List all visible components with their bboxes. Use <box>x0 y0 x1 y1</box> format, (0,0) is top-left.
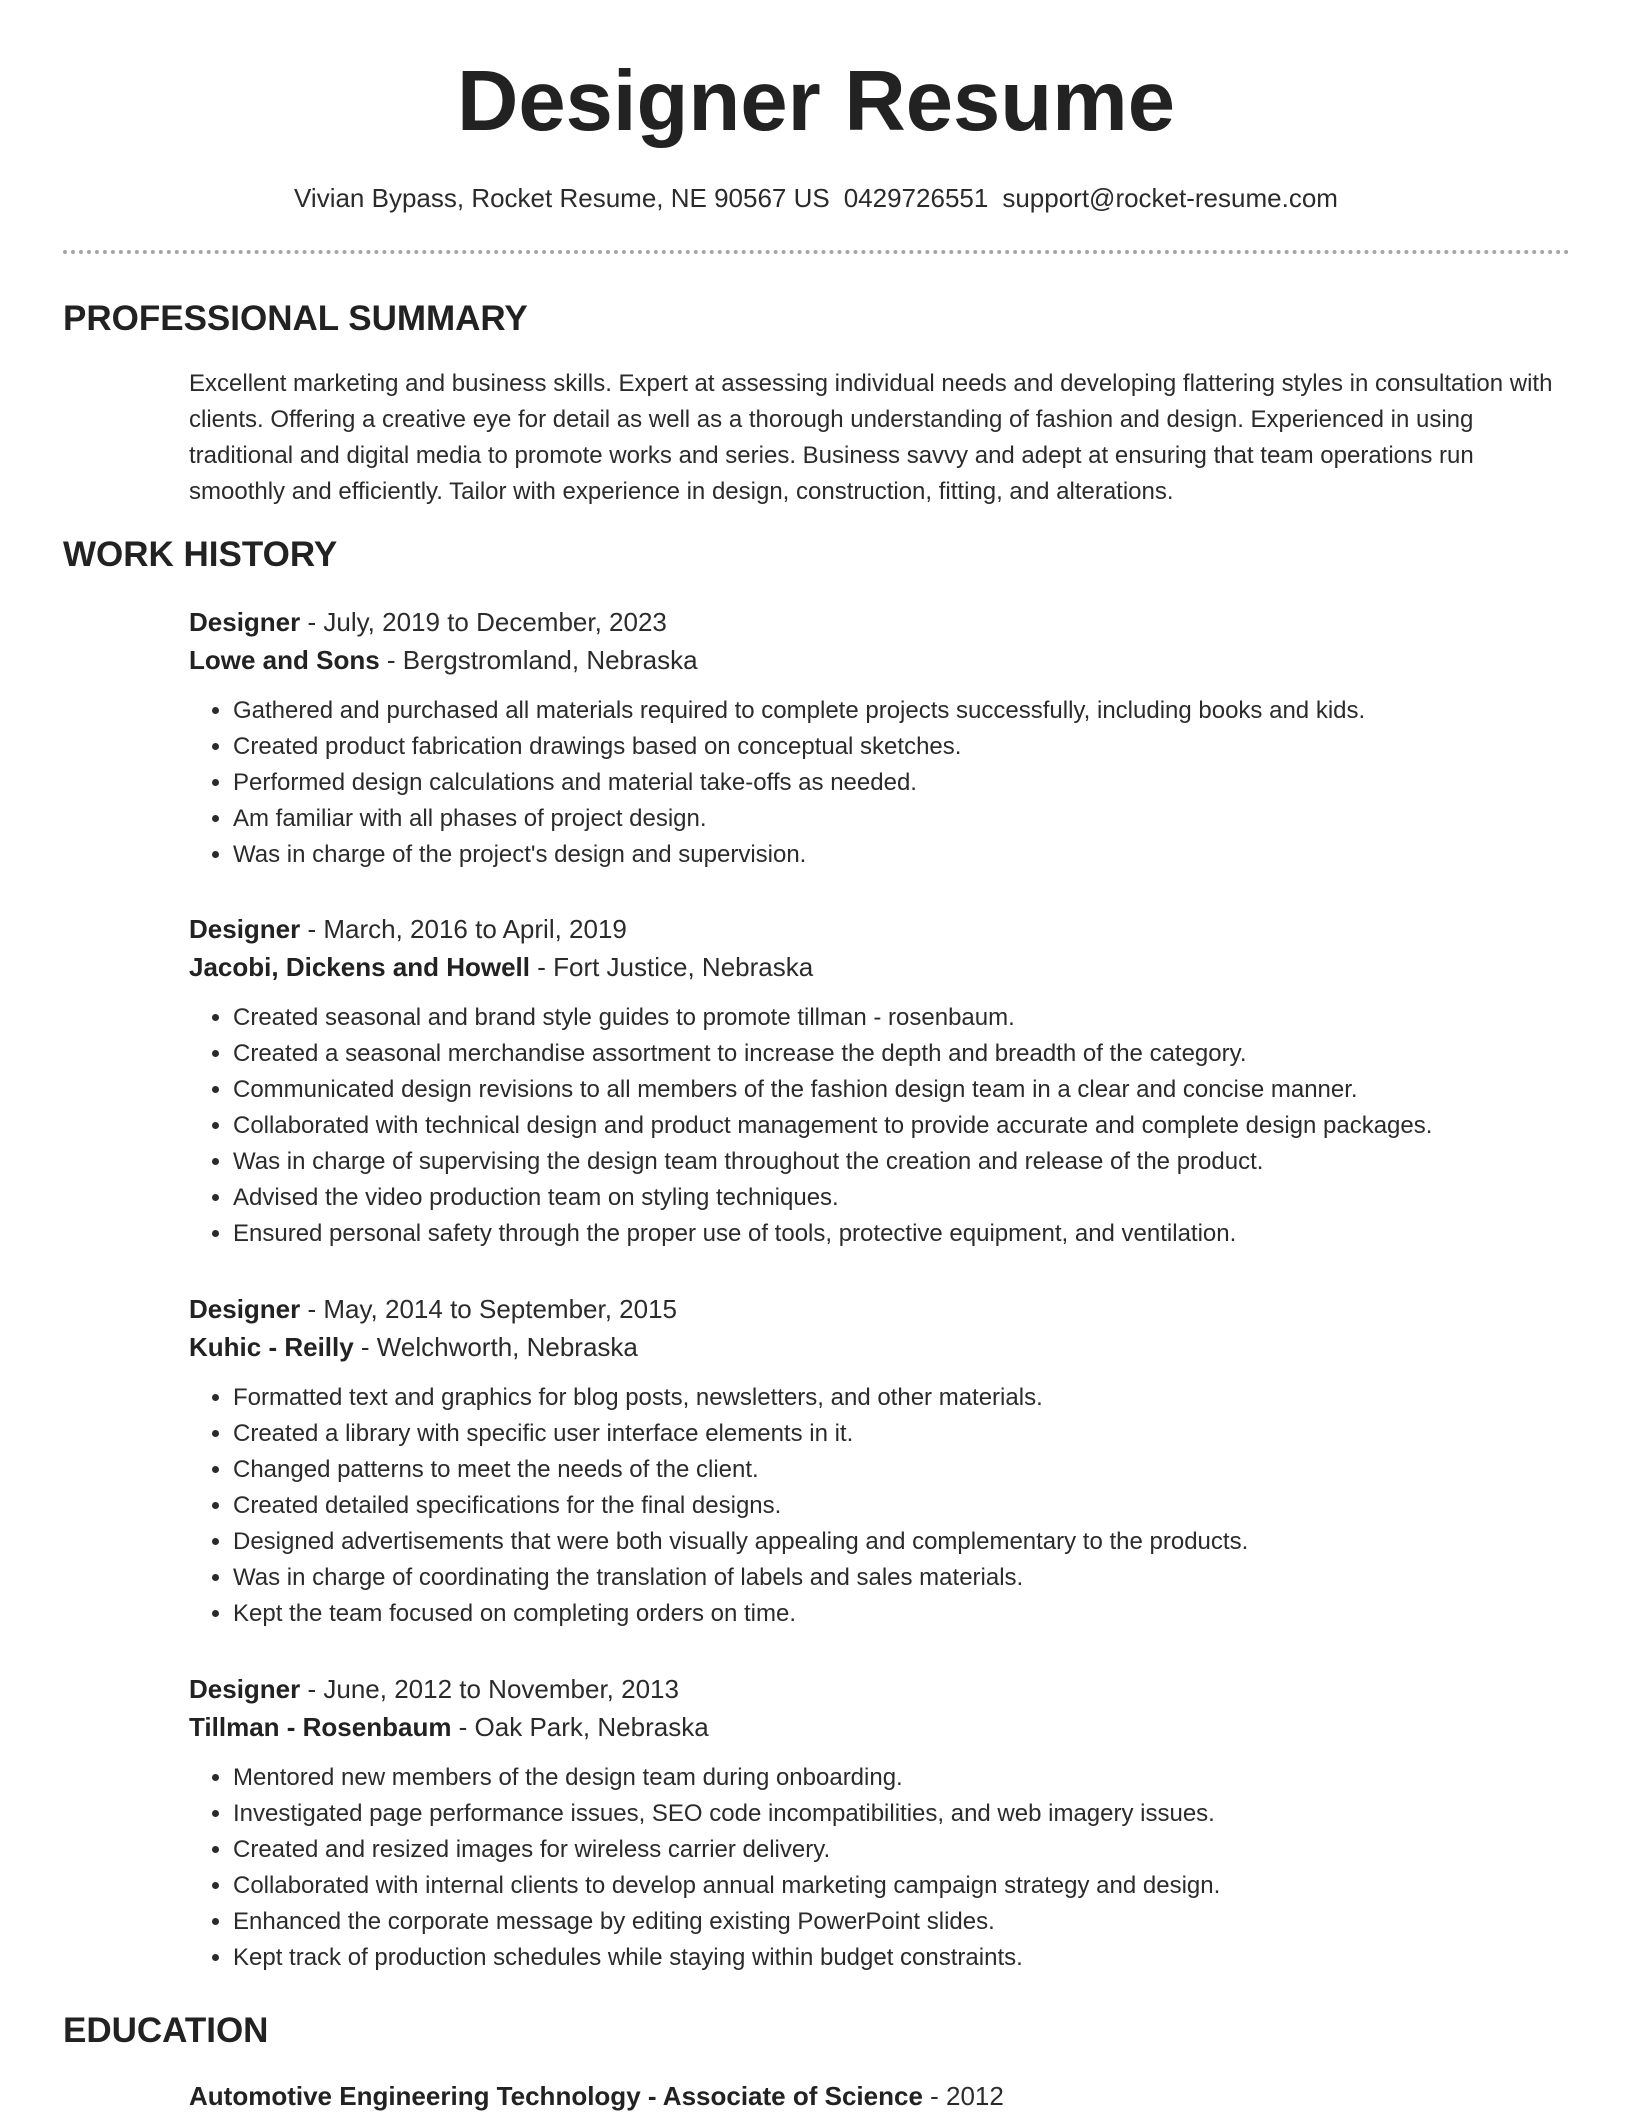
job-bullet: • Created a library with specific user interface elements in it. <box>233 1416 1569 1452</box>
job-location: - Welchworth, Nebraska <box>353 1332 638 1362</box>
job-bullet: • Performed design calculations and material take-offs as needed. <box>233 765 1569 801</box>
job-bullet: • Created detailed specifications for the final designs. <box>233 1488 1569 1524</box>
job-bullet: • Created and resized images for wireless carrier delivery. <box>233 1832 1569 1868</box>
job-title-line <box>189 910 1569 948</box>
job-bullet: • Am familiar with all phases of project design. <box>233 801 1569 837</box>
job-bullet: • Collaborated with technical design and product management to provide accurate and complete design packages. <box>233 1108 1569 1144</box>
job-dates: - March, 2016 to April, 2019 <box>300 914 627 944</box>
header-divider <box>63 250 1570 254</box>
job-bullets <box>189 1760 1569 1976</box>
job-bullets <box>189 1380 1569 1632</box>
job-location: - Bergstromland, Nebraska <box>379 645 698 675</box>
work-history-heading: WORK HISTORY <box>63 535 338 574</box>
job-bullet: • Was in charge of the project's design and supervision. <box>233 837 1569 873</box>
job-company: Kuhic - Reilly <box>189 1332 354 1362</box>
job-bullet: • Communicated design revisions to all members of the fashion design team in a clear and concise manner. <box>233 1072 1569 1108</box>
job-company: Tillman - Rosenbaum <box>189 1712 452 1742</box>
job-bullet: • Created a seasonal merchandise assortment to increase the depth and breadth of the category. <box>233 1036 1569 1072</box>
job-title-line <box>189 603 1569 641</box>
job-title-line <box>189 1290 1569 1328</box>
contact-line <box>0 180 1632 216</box>
job-bullet: • Enhanced the corporate message by editing existing PowerPoint slides. <box>233 1904 1569 1940</box>
job-dates: - May, 2014 to September, 2015 <box>300 1294 678 1324</box>
summary-text: Excellent marketing and business skills. Expert at assessing individual needs and developing flattering styles in consultation with clients. Offering a creative eye for detail as well as a thorough understanding of fashion and design. Experienced in using traditional and digital media to promote works and series. Business savvy and adept at ensuring that team operations run smoothly and efficiently. Tailor with experience in design, construction, fitting, and alterations. <box>189 370 1553 505</box>
job-entry <box>189 1670 1569 1976</box>
job-bullet: • Investigated page performance issues, SEO code incompatibilities, and web imagery issues. <box>233 1796 1569 1832</box>
job-company-line <box>189 1328 1569 1366</box>
job-title-line <box>189 1670 1569 1708</box>
job-entry <box>189 603 1569 873</box>
job-bullet: • Gathered and purchased all materials required to complete projects successfully, including books and kids. <box>233 693 1569 729</box>
contact-phone: 0429726551 <box>843 183 989 213</box>
job-company: Jacobi, Dickens and Howell <box>189 952 530 982</box>
job-bullet: • Created seasonal and brand style guides to promote tillman - rosenbaum. <box>233 1000 1569 1036</box>
job-title: Designer <box>189 914 301 944</box>
job-company-line <box>189 1708 1569 1746</box>
job-bullet: • Formatted text and graphics for blog posts, newsletters, and other materials. <box>233 1380 1569 1416</box>
resume-title: Designer Resume <box>456 54 1176 149</box>
job-location: - Fort Justice, Nebraska <box>530 952 814 982</box>
job-bullet: • Was in charge of supervising the design team throughout the creation and release of the product. <box>233 1144 1569 1180</box>
job-bullet: • Advised the video production team on styling techniques. <box>233 1180 1569 1216</box>
job-title: Designer <box>189 1294 301 1324</box>
job-bullet: • Changed patterns to meet the needs of the client. <box>233 1452 1569 1488</box>
education-degree: Automotive Engineering Technology - Associate of Science <box>189 2081 923 2111</box>
job-bullet: • Kept track of production schedules while staying within budget constraints. <box>233 1940 1569 1976</box>
job-entry <box>189 910 1569 1252</box>
job-entry <box>189 1290 1569 1632</box>
job-company: Lowe and Sons <box>189 645 380 675</box>
job-bullet: • Collaborated with internal clients to develop annual marketing campaign strategy and design. <box>233 1868 1569 1904</box>
education-year: - 2012 <box>922 2081 1004 2111</box>
job-bullet: • Ensured personal safety through the proper use of tools, protective equipment, and ventilation. <box>233 1216 1569 1252</box>
job-dates: - July, 2019 to December, 2023 <box>300 607 667 637</box>
job-bullet: • Was in charge of coordinating the translation of labels and sales materials. <box>233 1560 1569 1596</box>
education-heading: EDUCATION <box>63 2011 269 2050</box>
job-bullet: • Kept the team focused on completing orders on time. <box>233 1596 1569 1632</box>
contact-address: Vivian Bypass, Rocket Resume, NE 90567 US <box>294 183 830 213</box>
summary-heading: PROFESSIONAL SUMMARY <box>63 299 528 338</box>
job-bullet: • Mentored new members of the design team during onboarding. <box>233 1760 1569 1796</box>
job-bullets <box>189 1000 1569 1252</box>
contact-email: support@rocket-resume.com <box>1002 183 1338 213</box>
job-title: Designer <box>189 1674 301 1704</box>
job-bullet: • Created product fabrication drawings based on conceptual sketches. <box>233 729 1569 765</box>
job-bullet: • Designed advertisements that were both visually appealing and complementary to the products. <box>233 1524 1569 1560</box>
job-title: Designer <box>189 607 301 637</box>
job-dates: - June, 2012 to November, 2013 <box>300 1674 679 1704</box>
job-company-line <box>189 641 1569 679</box>
job-company-line <box>189 948 1569 986</box>
job-bullets <box>189 693 1569 873</box>
education-entry <box>189 2078 1004 2114</box>
job-location: - Oak Park, Nebraska <box>451 1712 709 1742</box>
